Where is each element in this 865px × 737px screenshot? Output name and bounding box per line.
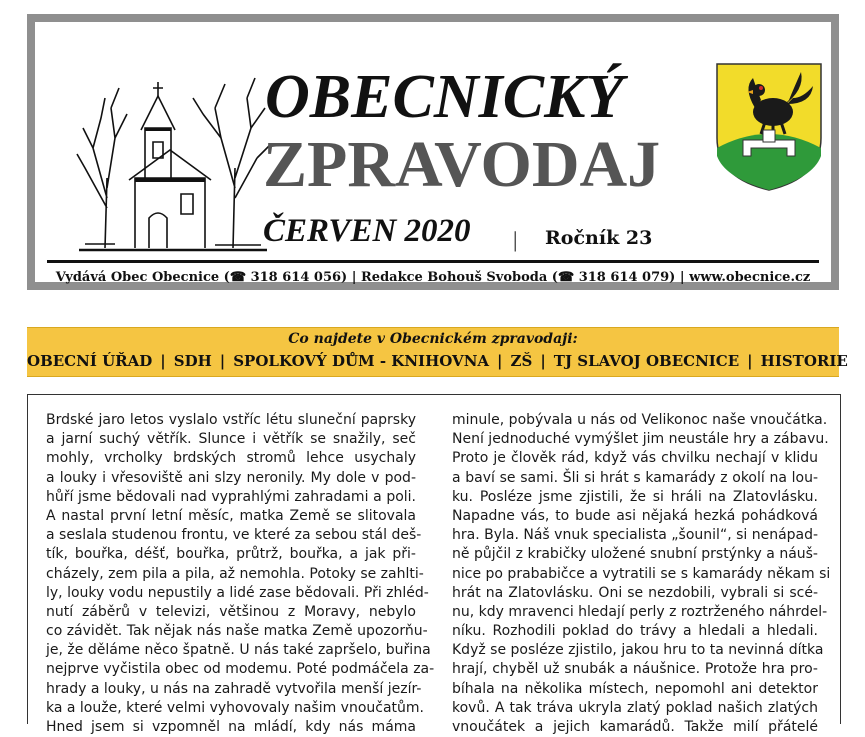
article-line: ně půjčil z krabičky uložené snubní prstýnky a náuš-	[452, 546, 818, 563]
article-line: Brdské jaro letos vyslalo vstříc létu sluneční paprsky	[46, 412, 416, 428]
contents-item: TJ SLAVOJ OBECNICE	[553, 352, 740, 370]
contents-separator: |	[219, 352, 226, 370]
church-illustration	[75, 58, 271, 254]
article-line: a baví se sami. Šli si hrát s kamarády z okolí na lou-	[452, 469, 818, 486]
contents-items	[27, 352, 848, 370]
article-line: ly, louky vodu nepustily a lidé zase bědovali. Při zhléd-	[46, 584, 429, 601]
issue-date: ČERVEN 2020	[263, 213, 471, 249]
contents-separator: |	[160, 352, 166, 370]
contents-separator: |	[497, 352, 503, 370]
article-line: hra. Byla. Náš vnuk specialista „šounil“, si nenápad-	[452, 527, 819, 544]
article-line: níku. Rozhodili poklad do trávy a hledali a hledali.	[452, 623, 818, 640]
article-line: a jarní suchý větřík. Slunce i větřík se snažily, seč	[46, 431, 416, 448]
article-line: cházely, zem pila a pila, až nemohla. Potoky se zahlti-	[46, 565, 424, 582]
publisher-name: Vydává Obec Obecnice	[55, 270, 220, 285]
coat-of-arms	[713, 60, 825, 194]
article-line: Není jednoduché vymýšlet jim neustále hry a zábavu.	[452, 431, 829, 448]
publisher-separator: |	[351, 270, 357, 285]
article-line: hrady a louky, u nás na zahradě vytvořila menší jezír-	[46, 680, 422, 697]
contents-item: SPOLKOVÝ DŮM - KNIHOVNA	[233, 352, 490, 370]
phone-icon: ☎	[557, 270, 575, 285]
contents-item: ZŠ	[510, 352, 533, 370]
article-line: mohly, vrcholky brdských stromů lehce usychaly	[46, 450, 416, 467]
contents-separator: |	[747, 352, 753, 370]
article-line: Napadne vás, to bude asi nějaká hezká pohádková	[452, 507, 818, 524]
contents-item: OBECNÍ ÚŘAD	[27, 352, 153, 370]
article-line: nutí záběrů v televizi, většinou z Moravy, nebylo	[46, 603, 416, 620]
website-link[interactable]: www.obecnice.cz	[689, 270, 811, 285]
article-line: co závidět. Tak nějak nás naše matka Země upozorňu-	[46, 623, 428, 640]
article-line: a seslala studenou frontu, ve které za sebou stál deš-	[46, 527, 422, 544]
article-line: nejprve vyčistila obec od modemu. Poté podmáčela za-	[46, 661, 435, 678]
contents-item: SDH	[173, 352, 212, 370]
article-line: A nastal první letní měsíc, matka Země se slitovala	[46, 507, 416, 524]
contents-title: Co najdete v Obecnickém zpravodaji:	[288, 331, 578, 347]
article-line: nice po prababičce a vytratili se s kamarády někam si	[452, 565, 831, 582]
article-line: bíhala na několika místech, nepomohl ani detektor	[452, 680, 818, 697]
article-line: hrát na Zlatovlásku. Oni se nezdobili, vybrali si scé-	[452, 584, 818, 601]
volume-number: Ročník 23	[545, 227, 653, 249]
article-frame	[27, 394, 841, 735]
article-line: nu, kdy mravenci hledají perly z roztrženého náhrdel-	[452, 603, 828, 620]
newspaper-title-line1: OBECNICKÝ	[265, 63, 624, 131]
article-line: hůří jsme bědovali nad vyprahlými zahradami a poli.	[46, 488, 416, 505]
phone-icon: ☎	[229, 270, 247, 285]
article-line: Když se posléze zjistilo, jakou hru to ta nevinná dítka	[452, 642, 824, 659]
article-line: ku. Posléze jsme zjistili, že si hráli na Zlatovlásku.	[452, 488, 818, 505]
issue-separator: |	[513, 227, 518, 252]
masthead	[27, 14, 839, 290]
editor-phone: 318 614 079	[578, 270, 670, 285]
editor-name: Redakce Bohouš Svoboda	[361, 270, 548, 285]
article-column-right	[452, 411, 831, 737]
article-line: je, že děláme něco špatně. U nás také zapršelo, buřina	[46, 642, 431, 659]
contents-item: HISTORIE	[760, 352, 848, 370]
publisher-phone: 318 614 056	[250, 270, 342, 285]
article-line: vnoučátek a jejich kamarádů. Takže milí přátelé	[452, 719, 818, 735]
newspaper-title-line2: ZPRAVODAJ	[263, 128, 661, 201]
publisher-line: Vydává Obec Obecnice (☎ 318 614 056) | Redakce Bohouš Svoboda (☎ 318 614 079) | www.obecnice.cz	[55, 270, 811, 285]
contents-bar	[27, 327, 848, 377]
article-line: Hned jsem si vzpomněl na mládí, kdy nás máma	[46, 719, 416, 735]
masthead-divider	[47, 260, 819, 263]
article-column-left	[46, 411, 435, 737]
article-line: kovů. A tak tráva ukryla zlatý poklad našich zlatých	[452, 699, 818, 716]
article-line: Proto je člověk rád, když vás chvilku nechají v klidu	[452, 450, 818, 467]
article-line: hrají, chyběl už snubák a náušnice. Protože hra pro-	[452, 661, 818, 678]
website-separator: |	[679, 270, 685, 285]
article-line: ka a louže, které velmi vyhovovaly našim vnoučatům.	[46, 699, 424, 716]
article-line: tík, bouřka, déšť, bouřka, průtrž, bouřka, a jak při-	[46, 546, 416, 563]
article-line: a louky i vřesoviště ani slzy neronily. My dole v pod-	[46, 469, 416, 486]
article-line: minule, pobývala u nás od Velikonoc naše vnoučátka.	[452, 412, 828, 428]
contents-separator: |	[540, 352, 546, 370]
